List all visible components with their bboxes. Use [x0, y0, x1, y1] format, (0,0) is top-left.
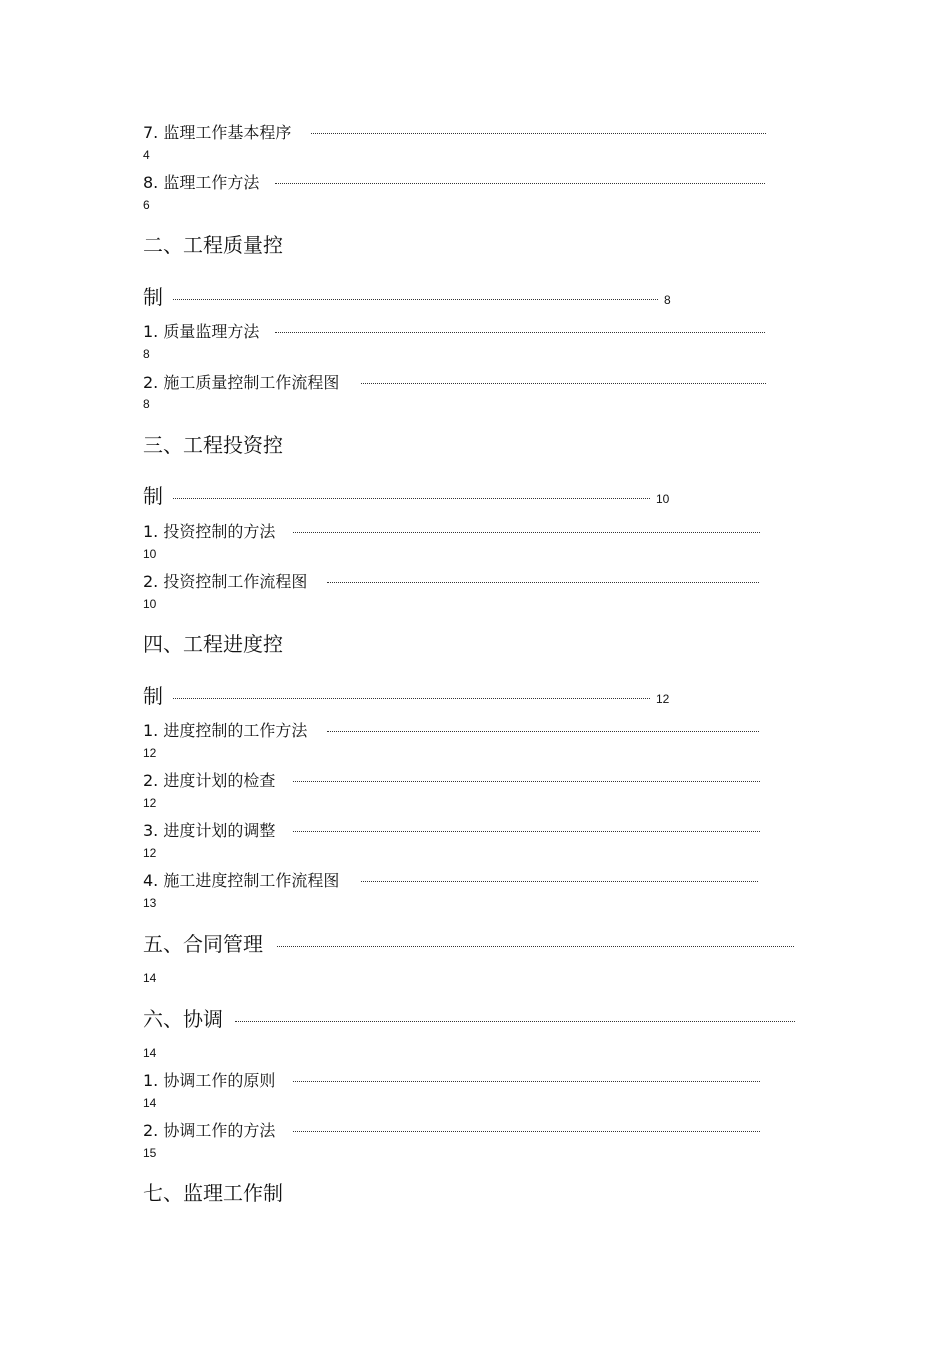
- toc-entry-label: 2. 施工质量控制工作流程图: [143, 373, 340, 392]
- toc-entry-label: 1. 投资控制的方法: [143, 522, 276, 541]
- toc-entry[interactable]: [143, 1068, 760, 1091]
- toc-entry[interactable]: [143, 519, 760, 542]
- toc-entry-label: 2. 投资控制工作流程图: [143, 572, 308, 591]
- leader-dots: [293, 831, 760, 832]
- leader-dots: [173, 299, 658, 300]
- toc-entry-label: 六、协调: [143, 1007, 223, 1031]
- toc-page-number: 8: [664, 293, 671, 307]
- leader-dots: [361, 881, 758, 882]
- toc-page-number: 8: [143, 347, 150, 361]
- toc-entry[interactable]: [143, 569, 759, 592]
- toc-page-number: 12: [656, 692, 670, 706]
- toc-entry[interactable]: [143, 868, 758, 891]
- toc-entry[interactable]: [143, 768, 760, 791]
- toc-entry[interactable]: [143, 718, 759, 741]
- toc-page-number: 12: [143, 796, 157, 810]
- toc-page-number: 10: [656, 492, 670, 506]
- leader-dots: [173, 698, 650, 699]
- leader-dots: [293, 781, 760, 782]
- toc-entry-label: 1. 进度控制的工作方法: [143, 721, 308, 740]
- toc-page-number: 12: [143, 846, 157, 860]
- toc-entry-label: 2. 进度计划的检查: [143, 771, 276, 790]
- leader-dots: [293, 1081, 760, 1082]
- toc-page-number: 12: [143, 746, 157, 760]
- toc-entry-label: 制: [143, 285, 163, 309]
- toc-page-number: 4: [143, 148, 150, 162]
- leader-dots: [293, 1131, 760, 1132]
- leader-dots: [327, 582, 759, 583]
- toc-entry[interactable]: [143, 1118, 760, 1141]
- toc-section-heading: 四、工程进度控: [143, 632, 283, 656]
- leader-dots: [235, 1021, 795, 1022]
- toc-page-number: 8: [143, 397, 150, 411]
- leader-dots: [173, 498, 650, 499]
- toc-entry[interactable]: [143, 120, 766, 143]
- toc-entry-label: 3. 进度计划的调整: [143, 821, 276, 840]
- toc-entry-label: 7. 监理工作基本程序: [143, 123, 292, 142]
- toc-page-number: 14: [143, 971, 157, 985]
- toc-entry[interactable]: [143, 170, 765, 193]
- toc-section-heading: 七、监理工作制: [143, 1181, 283, 1205]
- leader-dots: [361, 383, 766, 384]
- toc-entry[interactable]: [143, 818, 760, 841]
- toc-entry[interactable]: [143, 1003, 795, 1032]
- toc-entry-label: 4. 施工进度控制工作流程图: [143, 871, 340, 890]
- toc-entry[interactable]: [143, 281, 671, 310]
- leader-dots: [275, 183, 765, 184]
- leader-dots: [311, 133, 766, 134]
- toc-page-number: 14: [143, 1096, 157, 1110]
- toc-entry[interactable]: [143, 319, 765, 342]
- toc-entry-label: 五、合同管理: [143, 932, 263, 956]
- toc-entry-label: 制: [143, 484, 163, 508]
- toc-entry-label: 1. 质量监理方法: [143, 322, 260, 341]
- leader-dots: [275, 332, 765, 333]
- toc-page-number: 10: [143, 597, 157, 611]
- toc-entry-label: 制: [143, 684, 163, 708]
- toc-page-number: 13: [143, 896, 157, 910]
- toc-entry[interactable]: [143, 680, 669, 709]
- toc-page-number: 14: [143, 1046, 157, 1060]
- leader-dots: [277, 946, 794, 947]
- toc-page-number: 6: [143, 198, 150, 212]
- toc-entry[interactable]: [143, 480, 669, 509]
- toc-entry[interactable]: [143, 370, 766, 393]
- toc-entry-label: 2. 协调工作的方法: [143, 1121, 276, 1140]
- toc-page-number: 15: [143, 1146, 157, 1160]
- leader-dots: [327, 731, 759, 732]
- toc-section-heading: 三、工程投资控: [143, 433, 283, 457]
- toc-page-number: 10: [143, 547, 157, 561]
- toc-entry-label: 1. 协调工作的原则: [143, 1071, 276, 1090]
- toc-section-heading: 二、工程质量控: [143, 233, 283, 257]
- toc-entry[interactable]: [143, 928, 794, 957]
- toc-entry-label: 8. 监理工作方法: [143, 173, 260, 192]
- leader-dots: [293, 532, 760, 533]
